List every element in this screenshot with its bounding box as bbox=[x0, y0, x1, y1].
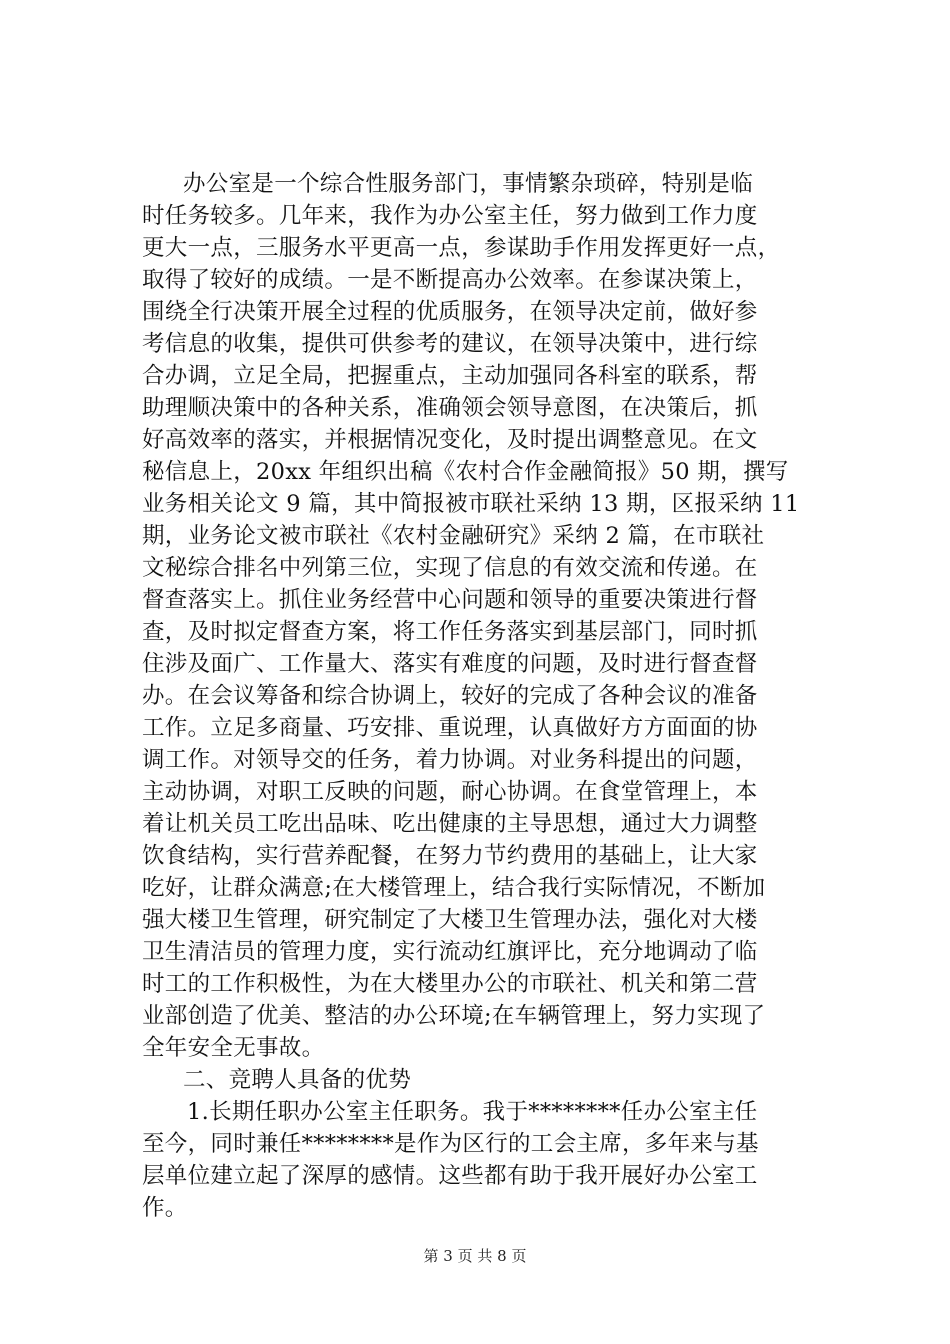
text-line: 围绕全行决策开展全过程的优质服务，在领导决定前，做好参 bbox=[142, 299, 758, 325]
text-line: 时任务较多。几年来，我作为办公室主任，努力做到工作力度 bbox=[142, 203, 758, 229]
text-line: 作。 bbox=[142, 1195, 188, 1221]
text-line: 主动协调，对职工反映的问题，耐心协调。在食堂管理上，本 bbox=[142, 779, 758, 805]
page-number-footer: 第 3 页 共 8 页 bbox=[423, 1247, 527, 1265]
section-heading: 二、竞聘人具备的优势 bbox=[183, 1067, 412, 1093]
text-line: 好高效率的落实，并根据情况变化，及时提出调整意见。在文 bbox=[142, 427, 758, 453]
text-line: 卫生清洁员的管理力度，实行流动红旗评比，充分地调动了临 bbox=[142, 939, 758, 965]
text-line: 合办调，立足全局，把握重点，主动加强同各科室的联系，帮 bbox=[142, 363, 758, 389]
text-line: 调工作。对领导交的任务，着力协调。对业务科提出的问题， bbox=[142, 747, 758, 773]
text-line: 业部创造了优美、整洁的办公环境;在车辆管理上，努力实现了 bbox=[142, 1003, 766, 1029]
text-line: 助理顺决策中的各种关系，准确领会领导意图，在决策后，抓 bbox=[142, 395, 758, 421]
text-line: 1.长期任职办公室主任职务。我于********任办公室主任 bbox=[187, 1099, 758, 1125]
text-line: 饮食结构，实行营养配餐，在努力节约费用的基础上，让大家 bbox=[142, 843, 758, 869]
text-line: 期，业务论文被市联社《农村金融研究》采纳 2 篇，在市联社 bbox=[142, 523, 765, 549]
text-line: 吃好，让群众满意;在大楼管理上，结合我行实际情况，不断加 bbox=[142, 875, 766, 901]
text-line: 时工的工作积极性，为在大楼里办公的市联社、机关和第二营 bbox=[142, 971, 758, 997]
text-line: 文秘综合排名中列第三位，实现了信息的有效交流和传递。在 bbox=[142, 555, 758, 581]
text-line: 查，及时拟定督查方案，将工作任务落实到基层部门，同时抓 bbox=[142, 619, 758, 645]
text-line: 取得了较好的成绩。一是不断提高办公效率。在参谋决策上， bbox=[142, 267, 758, 293]
text-line: 全年安全无事故。 bbox=[142, 1035, 325, 1061]
text-line: 考信息的收集，提供可供参考的建议，在领导决策中，进行综 bbox=[142, 331, 758, 357]
text-line: 强大楼卫生管理，研究制定了大楼卫生管理办法，强化对大楼 bbox=[142, 907, 758, 933]
text-line: 住涉及面广、工作量大、落实有难度的问题，及时进行督查督 bbox=[142, 651, 758, 677]
text-line: 至今，同时兼任********是作为区行的工会主席，多年来与基 bbox=[142, 1131, 759, 1157]
text-line: 督查落实上。抓住业务经营中心问题和领导的重要决策进行督 bbox=[142, 587, 758, 613]
document-body bbox=[142, 168, 814, 1224]
text-line: 业务相关论文 9 篇，其中简报被市联社采纳 13 期，区报采纳 11 bbox=[142, 491, 800, 517]
text-line: 更大一点，三服务水平更高一点，参谋助手作用发挥更好一点， bbox=[142, 235, 781, 261]
text-line: 办公室是一个综合性服务部门，事情繁杂琐碎，特别是临 bbox=[183, 171, 754, 197]
text-line: 着让机关员工吃出品味、吃出健康的主导思想，通过大力调整 bbox=[142, 811, 758, 837]
text-line: 层单位建立起了深厚的感情。这些都有助于我开展好办公室工 bbox=[142, 1163, 758, 1189]
text-line: 秘信息上，20xx 年组织出稿《农村合作金融简报》50 期，撰写 bbox=[142, 459, 789, 485]
text-line: 办。在会议筹备和综合协调上，较好的完成了各种会议的准备 bbox=[142, 683, 758, 709]
text-line: 工作。立足多商量、巧安排、重说理，认真做好方方面面的协 bbox=[142, 715, 758, 741]
